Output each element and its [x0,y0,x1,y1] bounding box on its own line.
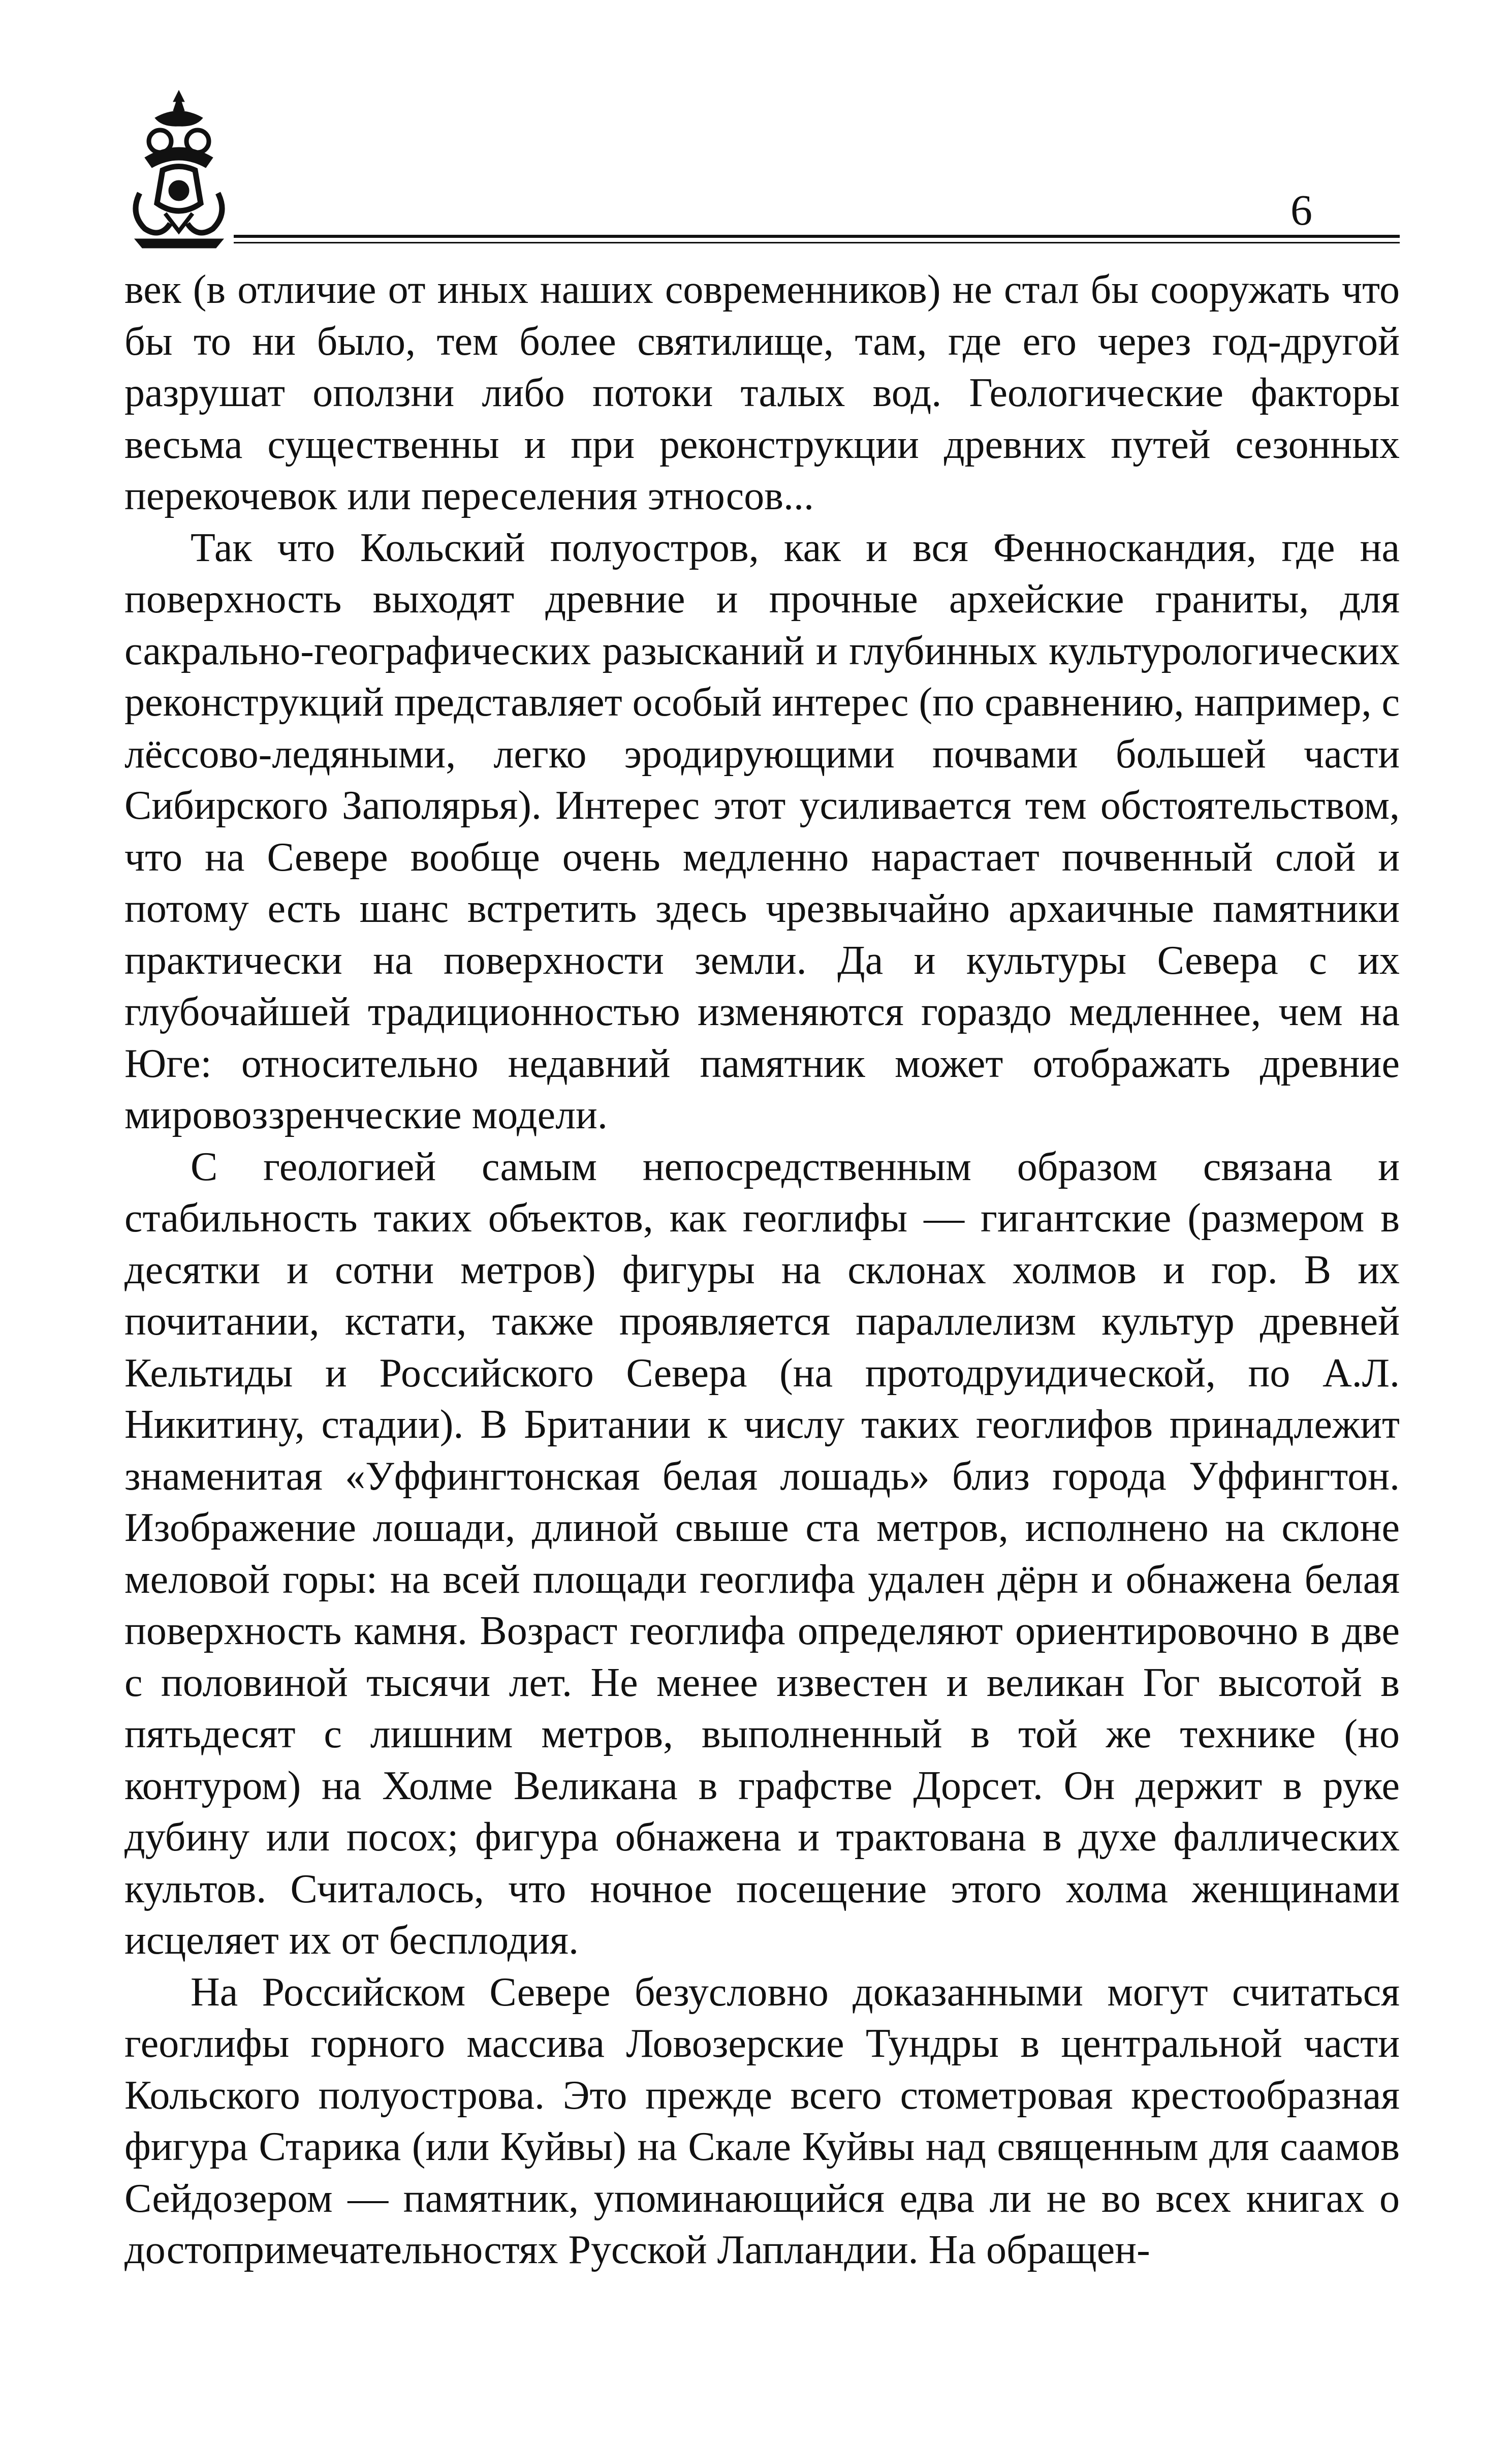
paragraph-1: век (в отличие от иных наших современников) не стал бы сооружать что бы то ни было, тем более святилище, там, где его через год-другой разрушат оползни либо потоки талых вод. Геологические факторы весьма существенны и при реконструкции древних путей сезонных перекочевок или переселения этносов... [124,267,1400,518]
body-text [124,264,1400,2276]
page-header [124,86,1400,254]
paragraph-2: Так что Кольский полуостров, как и вся Фенноскандия, где на поверхность выходят древние и прочные архейские граниты, для сакрально-географических разысканий и глубинных культурологических реконструкций представляет особый интерес (по сравнению, например, с лёссово-ледяными, легко эродирующими почвами большей части Сибирского Заполярья). Интерес этот усиливается тем обстоятельством, что на Севере вообще очень медленно нарастает почвенный слой и потому есть шанс встретить здесь чрезвычайно архаичные памятники практически на поверхности земли. Да и культуры Севера с их глубочайшей традиционностью изменяются гораздо медленнее, чем на Юге: относительно недавний памятник может отображать древние мировоззренческие модели. [124,525,1400,1137]
paragraph-3: С геологией самым непосредственным образом связана и стабильность таких объектов, как геоглифы — гигантские (размером в десятки и сотни метров) фигуры на склонах холмов и гор. В их почитании, кстати, также проявляется параллелизм культур древней Кельтиды и Российского Севера (на протодруидической, по А.Л. Никитину, стадии). В Британии к числу таких геоглифов принадлежит знаменитая «Уффингтонская белая лошадь» близ города Уффингтон. Изображение лошади, длиной свыше ста метров, исполнено на склоне меловой горы: на всей площади геоглифа удален дёрн и обнажена белая поверхность камня. Возраст геоглифа определяют ориентировочно в две с половиной тысячи лет. Не менее известен и великан Гог высотой в пятьдесят с лишним метров, выполненный в той же технике (но контуром) на Холме Великана в графстве Дорсет. Он держит в руке дубину или посох; фигура обнажена и трактована в духе фаллических культов. Считалось, что ночное посещение этого холма женщинами исцеляет их от бесплодия. [124,1144,1400,1963]
paragraph-4: На Российском Севере безусловно доказанными могут считаться геоглифы горного массива Ловозерские Тундры в центральной части Кольского полуострова. Это прежде всего стометровая крестообразная фигура Старика (или Куйвы) на Скале Куйвы над священным для саамов Сейдозером — памятник, упоминающийся едва ли не во всех книгах о достопримечательностях Русской Лапландии. На обращен- [124,1969,1400,2272]
header-rule [234,235,1400,238]
page-number: 6 [1279,188,1324,232]
header-rule-thin [234,242,1400,243]
ornament-icon [124,86,234,254]
